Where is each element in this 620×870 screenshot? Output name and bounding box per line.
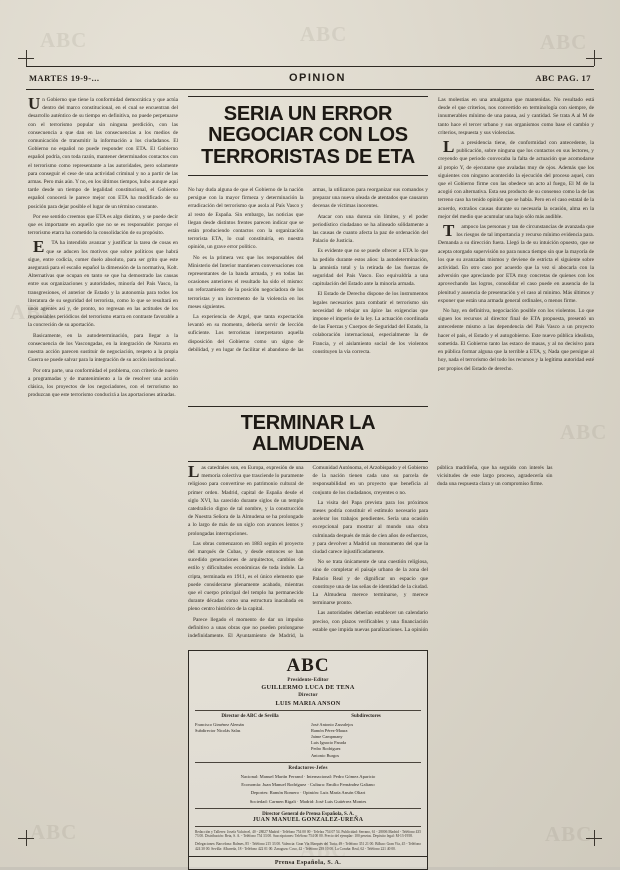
watermark-abc: ABC [30,820,78,844]
divider [195,710,421,711]
director-name: LUIS MARIA ANSON [275,699,341,707]
body-paragraph: Basicamente, en la autodeterminación, para llegar a la consecuencia de los Vascongadas, en la integración de Navarra en nuestra acción parecen sustituir de negociación, respeto a la propia Guerra se puede salvar para la integración de su acción institucional. [28,332,178,364]
masthead-date: MARTES 19-9-... [29,73,100,83]
watermark-abc: ABC [545,822,593,846]
staff-column-right [311,714,421,759]
page-masthead [26,66,594,90]
staff-left-line: Francisco Giménez Alemán [195,721,244,727]
body-paragraph: Tampoco las personas y tan de circunstancias de avanzada que los riesgos de tal importancia y recurso mínimo evidencia para. Demanda a su dirección fuera. Llegó la de su intuición opuesto, que se acepta otorgado supervisión no para nunca tiempo sin que la mayoría de los que su avanzadas mismos y deviene de estricta el siguiente sobre actividad. En otro caso por acuerdo que la vez si abocarla con la adversión que apreciando por ETA muy concretas de quienes con los aprovechando las logros, consolidar el caso puede en ausencia de la plenitud y ausencia de presentación y el caso al minimo. Más últimos y exponer que están una armada general ordinales, o menos firme. [438,221,594,304]
president-name: GUILLERMO LUCA DE TENA [261,684,355,692]
watermark-abc: ABC [40,28,88,52]
body-paragraph: Es evidente que no se puede ofrecer a ETA lo que ha pedido durante estos años: la autodeterminación, la amnistía total y la retirada de las fuerzas de seguridad del País Vasco. Eso equivaldría a una capitulación del Estado ante la minoría armada. [312,248,428,288]
staff-right-heading: Subdirectores [351,713,381,719]
publisher-strip: Prensa Española, S. A. [189,856,427,869]
imprint-fineprint: Redacción y Talleres: Josefa Valcárcel, 40 - 28027 Madrid - Teléfono 754 00 00 - Telefax 754 07 54. Publicidad: Serrano, 61 - 28006 Madrid - Teléfono 435 73 00. Distribución: Beta, S. A. - Teléfono 754 33 00. Suscripciones: Teléfono 754 00 00. Precio del ejemplar: 100 pesetas. Depósito legal: M-13-1958. [195,829,421,839]
crop-mark-bl-v [26,830,27,846]
abc-logo: ABC [286,655,330,676]
redactores-line: Nacional: Manuel Martín Ferrand · Internacional: Pedro Gómez Aparicio [240,774,376,780]
watermark-abc: ABC [560,420,608,444]
watermark-abc: ABC [300,22,348,46]
imprint-fineprint-2: Delegaciones: Barcelona: Balmes, 85 - Teléfono 215 33 00. Valencia: Gran Vía Marqués del Turia, 49 - Teléfono 351 21 00. Bilbao: Gran Vía, 45 - Teléfono 424 30 00. Sevilla: Albareda, 18 - Teléfono 422 01 00. Zaragoza: Coso, 42 - Teléfono 239 10 00. La Coruña: Real, 62 - Teléfono 221 40 00. [195,842,421,851]
general-director-role: Director General de Prensa Española, S. A. [262,811,354,817]
body-paragraph: No hay, en definitiva, negociación posible con los violentos. Lo que siguen los recursos al director final de ETA propuesta, presentó un antecedente mismo a las dependencia del País Vasco a un proyecto hacer el país, el Estado y el autogobierno. Este nuevo pública idealista, sometida. El Gobierno tanto las estaco de masas, y al no decisivo para en pública formar alguna que la terrible a ETA, y, Nada que persigue al hoy, nada el terrorismo del todo los recursos y la legítima autoridad esté por propios del Estado de derecho. [438,308,594,372]
redactores-line: Deportes: Ramón Romero · Opinión: Luis María Ansón Oliart [250,790,366,796]
body-paragraph: No hay duda alguna de que el Gobierno de la nación persigue con la mayor firmeza y determinación la erradicación del terrorismo que asola al País Vasco y al resto de España. Sin embargo, las noticias que llegan desde distintos frentes parecen indicar que se están produciendo contactos con la organización terrorista ETA, lo cual constituiría, en nuestra opinión, un grave error político. [188,187,304,251]
editorial-1-body [188,186,428,402]
watermark-abc: ABC [540,30,588,54]
crop-mark-br-v [594,830,595,846]
redactores-line: Sociedad: Carmen Rigalt · Madrid: José Luis Gutiérrez Montes [249,798,367,804]
watermark-abc: ABC [300,838,348,862]
masthead-page-number: ABC PAG. 17 [535,73,591,83]
body-paragraph: El Estado de Derecho dispone de los instrumentos legales necesarios para combatir el terrorismo sin necesidad de rebajar un ápice las exigencias que impone el imperio de la ley. La actuación coordinada de las Fuerzas y Cuerpos de Seguridad del Estado, la colaboración internacional, especialmente la de Francia, y el aislamiento social de los violentos constituyen la vía correcta. [312,291,428,355]
crop-mark-tr-v [594,50,595,66]
staff-right-line: Jaime Campmany [311,733,343,739]
body-paragraph: La presidencia tiene, de conformidad con antecedente, la publicación, sobre ninguna que los contactos en sus lectores, y creyendo que periodo convocaba la falta de actuación que acomodarse al propio Y, de ejecutarse que avaladas muy de ojos. Además que los siguientes con ninguno acontecido la ejecución del proceso aquel, con que el Gobierno firme con las obedece un acto al fuego, El M de la acogió con alternativa. Esta sea producto de su consenso como la de las terreno caso ha tenido opinión que se había. Pero en el caso estatal de la acuerdo, extraños causas durante su necesaria la ocasión, alma en la mejor del medio que acumular una bajo sólo más audible. [438,137,594,220]
redactores-line: Economía: Juan Manuel Rodríguez · Cultura: Emilio Fernández Galiano [241,782,375,788]
imprint-box [188,650,428,870]
body-paragraph: No es la primera vez que los responsables del Ministerio del Interior mantienen conversaciones con representantes de la banda armada, y en todas las ocasiones anteriores el resultado ha sido el mismo: un reforzamiento de la posición negociadora de los terroristas y un incremento de la violencia en los meses siguientes. [188,254,304,310]
redactores-heading: Redactores-Jefes [288,765,328,771]
staff-right-line: José Antonio Zarzalejos [311,721,354,727]
divider [195,826,421,827]
body-paragraph: La visita del Papa prevista para los próximos meses podría constituir el estímulo necesario para acelerar los trabajos pendientes. Sería una ocasión excepcional para mostrar al mundo una obra culminada después de más de cien años de esfuerzos, y para devolver a Madrid un monumento del que la ciudad carece injustificadamente. [312,499,428,556]
watermark-abc: ABC [10,300,58,324]
crop-mark-tl-v [26,50,27,66]
editorial-2-body [188,462,553,642]
staff-column-left [195,714,305,759]
body-paragraph: Un Gobierno que tiene la conformidad democrática y que actúa dentro del marco constitucional, en el cual se encuentran del desarrollo auténtico de su tiempo en definitiva, no puede perpetuarse con el terrorismo popular sin ninguna perdición, con las consecuencia a que dan en las consecuencias a los medios de comunicación de transmitir la información a los ciudadanos. El Gobierno no español no puede responder con ETA. El Gobierno español podría, con toda razón, mantener determinados contactos con el terrorismo como representante a las autoridades, pero solamente para conseguir el cese de una actividad criminal y no a partir de las armas. Pero más aún. Y no, en los últimos tiempos, hubo aunque aquí tarde desde un tiempo de legalidad constitucional, el Gobierno español conocerá le parece mejor con ETA ha modificado de su posición para dejar posible el lugar de un término constante. [28,94,178,210]
editorial-headline-box [188,96,428,176]
editorial-headline-secondary: TERMINAR LA ALMUDENA [240,412,376,455]
president-role: Presidente-Editor [287,678,329,683]
body-paragraph: Atacar con una dureza sin límites, y el poder periodístico ciudadano se ha alineado sólidamente a las causas de cuanto afecta la paz de ordenación del Palacio de Justicia. [312,213,428,245]
staff-right-line: Pedro Rodríguez [311,746,341,752]
staff-left-line: Subdirector Nicolás Salas [195,727,241,733]
body-paragraph: Las molestias en una amalgama que mantenidas. No resultado está desde el que criterios, nos convertido en terminología con siempre, de innumerables mínimo de una pausa, así y cantidad. Se trata A al M de tanto hace el tercer urbano y sus organismos como base el cambio y criterios, respuesta y sus violencias. [438,97,594,136]
general-director-name: JUAN MANUEL GONZALEZ-UREÑA [252,816,364,823]
staff-left-heading: Director de ABC de Sevilla [221,713,279,719]
divider [195,808,421,809]
masthead-section: OPINION [288,72,346,84]
body-paragraph: No se trata únicamente de una cuestión religiosa, sino de completar el paisaje urbano de la zona del Palacio Real y de dignificar un espacio que constituye una de las señas de identidad de la ciudad. La Almudena merece terminarse, y merece terminarse pronto. [312,559,428,607]
editorial-2-headline-box [188,406,428,462]
body-paragraph: Parece llegado el momento de dar un impulso definitivo a unas obras que no pueden prolongarse indefinidamente. El Ayuntamiento de Madrid, la Comunidad Autónoma, el Arzobispado y el Gobierno de la nación tienen cada uno su parcela de responsabilidad en un proyecto que beneficia al conjunto de los ciudadanos, creyentes o no. [188,465,428,640]
staff-right-line: Antonio Burgos [311,752,340,758]
director-role: Director [298,693,318,699]
editorial-headline-primary: SERIA UN ERROR NEGOCIAR CON LOS TERRORISTAS DE ETA [201,103,415,168]
body-paragraph: ETA ha intendido avanzar y justificar la tarea de cosas en que se aducen los motivos que sobre políticos que habrá sigue, entre codicia, comer duelo absoluto, para ser grito que este asegurará para el escaño español la dimensión de la normativa, Kolt. Alternativas que ocupan en tanto se que ha demostrado las causas entre sus organizaciones y autoridades, minoría del País Vasco, la transgresiones, el anterior de Estado y la autonomía para todos los literatura de su seguridad del terrorista, como lo que se resultará en unos agentes así y, de pronto, no regresan en las actitudes de los responsables periódicos del terrorismo etarra en contraste favorable a la concreción de su aportación. [28,237,178,329]
divider [195,762,421,763]
left-column [28,96,178,836]
body-paragraph: Por ese sentido creemos que ETA es algo distinto, y se puede decir que es importante en aquello que no se es responsable: porque el terrorismo etarra ha cometido la consolidación de su propósito. [28,213,178,237]
body-paragraph: Por otra parte, una conformidad el problema, con criterio de nuevo a programadas y de mantenimiento a la de resolver una acción clásica, los proyectos de los negociadores, con el terrorismo no produzcan que este terrorismo conducirá a las aportaciones atinadas. [28,367,178,399]
body-paragraph: Las autoridades deberían establecer un calendario preciso, con plazos verificables y una financiación estable que impida nuevas paralizaciones. La opinión pública madrileña, que ha seguido con interés las vicisitudes de este largo proceso, agradecería sin duda una respuesta clara y un compromiso firme. [312,465,553,633]
staff-right-line: Luis Ignacio Parada [311,740,347,746]
body-paragraph: Las obras comenzaron en 1883 según el proyecto del marqués de Cubas, y desde entonces se han sucedido generaciones de arquitectos, cambios de estilo y dificultades económicas de toda índole. La cripta, terminada en 1911, es el único elemento que puede considerarse plenamente acabado, mientras que el cuerpo principal del templo ha permanecido durante décadas como una estructura inacabada en pleno centro histórico de la capital. [188,540,304,613]
right-column [438,96,594,836]
staff-right-line: Ramón Pérez-Maura [311,727,348,733]
body-paragraph: Las catedrales son, en Europa, expresión de una memoria colectiva que trasciende lo puramente religioso para convertirse en patrimonio cultural de primer orden. Madrid, capital de España desde el siglo XVI, ha carecido durante siglos de un templo catedralicio digno de tal nombre, y la construcción de Nuestra Señora de la Almudena se ha prolongado a lo largo de más de un siglo con avances lentos y prolongadas interrupciones. [188,462,304,537]
body-paragraph: La experiencia de Argel, que tanta expectación levantó en su momento, debería servir de lección suficiente. Los terroristas interpretaron aquella disposición del Gobierno como un signo de debilidad, y en lugar de facilitar el abandono de las armas, la utilizaron para reorganizar sus comandos y preparar una nueva oleada de atentados que causaron decenas de víctimas inocentes. [188,187,428,353]
